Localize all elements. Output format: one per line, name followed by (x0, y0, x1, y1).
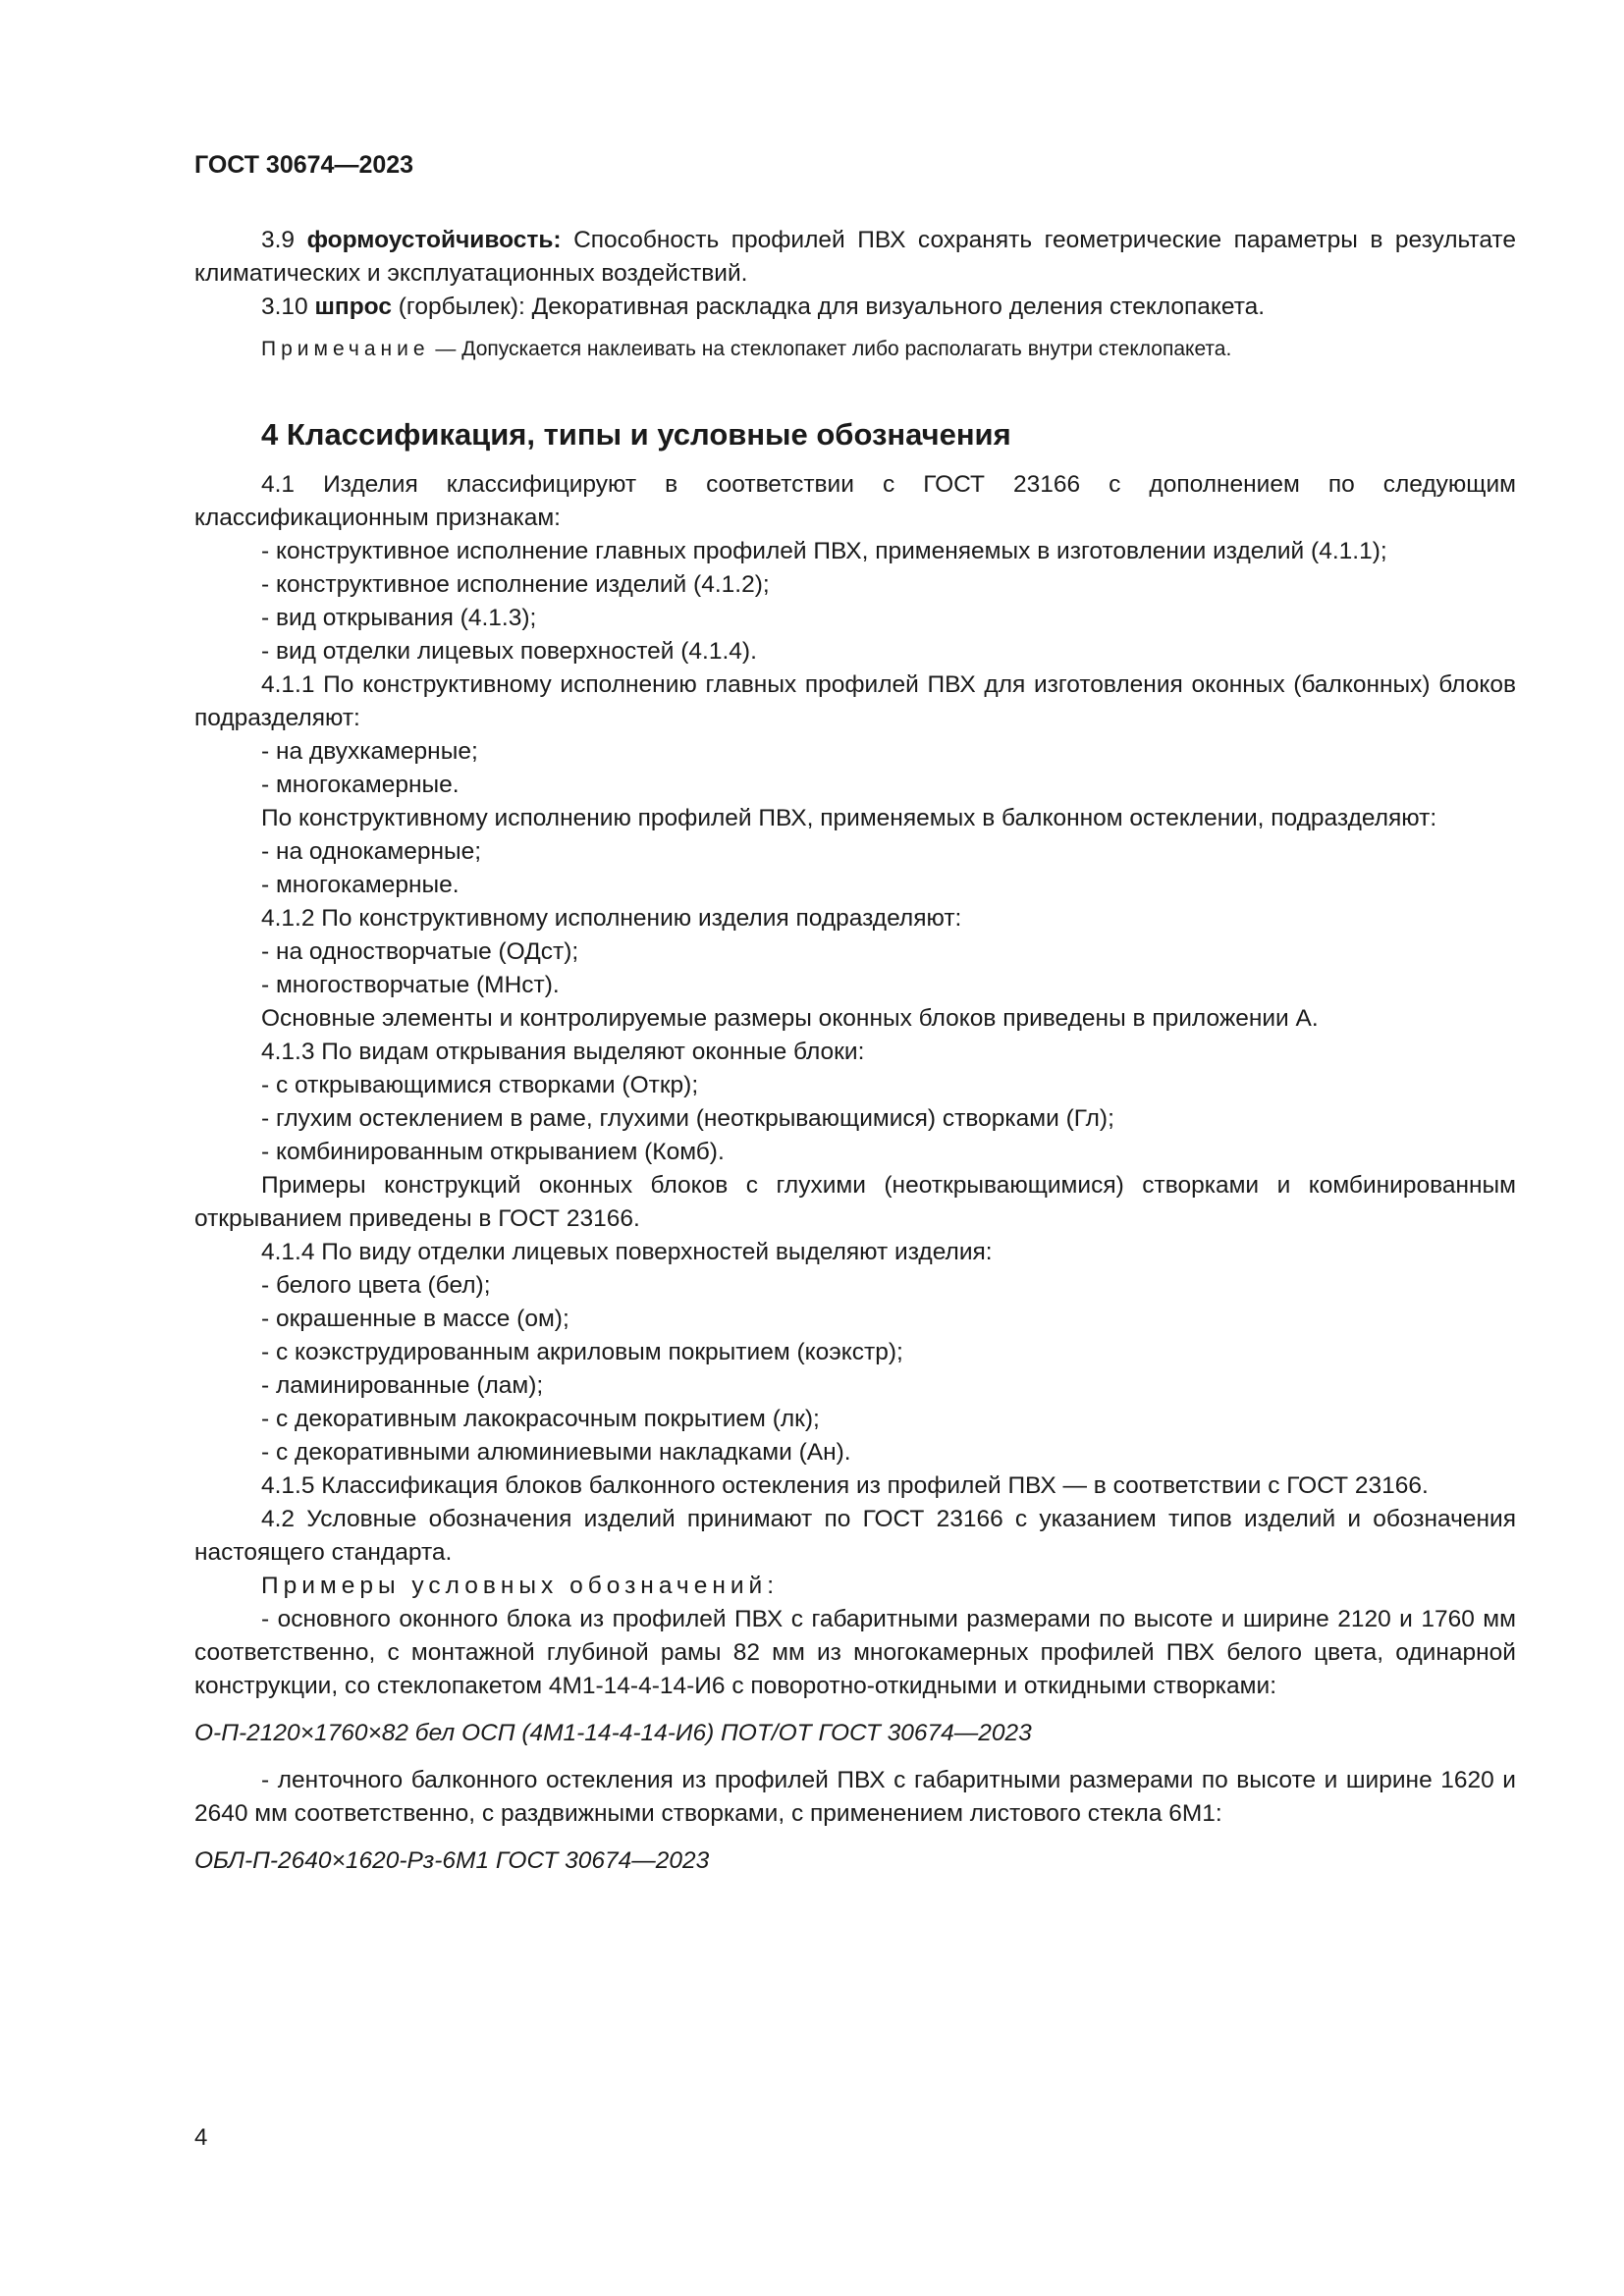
paragraph-4-2: 4.2 Условные обозначения изделий принимают по ГОСТ 23166 с указанием типов изделий и обозначения настоящего стандарта. (194, 1506, 1516, 1566)
list-item: - вид открывания (4.1.3); (261, 605, 537, 631)
examples-label: Примеры условных обозначений: (261, 1573, 780, 1599)
list-item: - с открывающимися створками (Откр); (261, 1072, 699, 1098)
section-heading: 4 Классификация, типы и условные обозначения (261, 417, 1011, 452)
list-item: - на двухкамерные; (261, 738, 478, 765)
term: шпрос (314, 294, 392, 320)
paragraph-4-1-2-note: Основные элементы и контролируемые размеры оконных блоков приведены в приложении А. (261, 1005, 1319, 1032)
designation-formula-1: О-П-2120×1760×82 бел ОСП (4М1-14-4-14-И6) ПОТ/ОТ ГОСТ 30674—2023 (194, 1720, 1032, 1746)
example-1: - основного оконного блока из профилей ПВХ с габаритными размерами по высоте и ширине 2120 и 1760 мм соответственно, с монтажной глубиной рамы 82 мм из многокамерных профилей ПВХ белого цвета, одинарной конструкции, со стеклопакетом 4М1-14-4-14-И6 с поворотно-откидными и откидными створками: (194, 1606, 1516, 1699)
list-item: - многокамерные. (261, 772, 460, 798)
note-label: Примечание (261, 338, 430, 360)
list-item: - глухим остеклением в раме, глухими (неоткрывающимися) створками (Гл); (261, 1105, 1114, 1132)
document-body (194, 224, 1516, 1892)
term-definition: (горбылек): Декоративная раскладка для визуального деления стеклопакета. (398, 294, 1266, 320)
list-item: - на одностворчатые (ОДст); (261, 938, 579, 965)
page-number: 4 (194, 2124, 208, 2151)
clause-number: 3.10 (261, 294, 308, 320)
list-item: - многокамерные. (261, 872, 460, 898)
list-item: - с коэкструдированным акриловым покрытием (коэкстр); (261, 1339, 903, 1365)
list-item: - на однокамерные; (261, 838, 482, 865)
paragraph-3-9 (194, 224, 1516, 291)
clause-number: 3.9 (261, 227, 296, 253)
note-text: — Допускается наклеивать на стеклопакет либо располагать внутри стеклопакета. (435, 338, 1232, 360)
list-item: - с декоративным лакокрасочным покрытием (лк); (261, 1406, 820, 1432)
list-item: - конструктивное исполнение изделий (4.1.2); (261, 571, 770, 598)
term: формоустойчивость: (306, 227, 562, 253)
list-item: - вид отделки лицевых поверхностей (4.1.4). (261, 638, 757, 665)
paragraph-4-1-1-balcony: По конструктивному исполнению профилей ПВХ, применяемых в балконном остеклении, подразделяют: (261, 805, 1437, 831)
term-definition: Способность профилей ПВХ сохранять геометрические параметры в результате климатических и эксплуатационных воздействий. (194, 227, 1516, 287)
paragraph-3-10 (194, 291, 1516, 324)
paragraph-4-1-4: 4.1.4 По виду отделки лицевых поверхностей выделяют изделия: (261, 1239, 993, 1265)
paragraph-4-1-3-examples: Примеры конструкций оконных блоков с глухими (неоткрывающимися) створками и комбинированным открыванием приведены в ГОСТ 23166. (194, 1172, 1516, 1232)
list-item: - окрашенные в массе (ом); (261, 1306, 569, 1332)
note (194, 333, 1516, 366)
document-code: ГОСТ 30674—2023 (194, 151, 414, 179)
list-item: - белого цвета (бел); (261, 1272, 491, 1299)
list-item: - многостворчатые (МНст). (261, 972, 560, 998)
list-item: - конструктивное исполнение главных профилей ПВХ, применяемых в изготовлении изделий (4.1.1); (261, 538, 1387, 564)
list-item: - комбинированным открыванием (Комб). (261, 1139, 725, 1165)
paragraph-4-1: 4.1 Изделия классифицируют в соответствии с ГОСТ 23166 с дополнением по следующим классификационным признакам: (194, 471, 1516, 531)
paragraph-4-1-5: 4.1.5 Классификация блоков балконного остекления из профилей ПВХ — в соответствии с ГОСТ 23166. (261, 1472, 1429, 1499)
paragraph-4-1-2: 4.1.2 По конструктивному исполнению изделия подразделяют: (261, 905, 962, 932)
list-item: - с декоративными алюминиевыми накладками (Ан). (261, 1439, 851, 1466)
example-2: - ленточного балконного остекления из профилей ПВХ с габаритными размерами по высоте и ширине 1620 и 2640 мм соответственно, с раздвижными створками, с применением листового стекла 6М1: (194, 1767, 1516, 1827)
paragraph-4-1-3: 4.1.3 По видам открывания выделяют оконные блоки: (261, 1039, 865, 1065)
list-item: - ламинированные (лам); (261, 1372, 544, 1399)
designation-formula-2: ОБЛ-П-2640×1620-Рз-6М1 ГОСТ 30674—2023 (194, 1847, 710, 1874)
paragraph-4-1-1: 4.1.1 По конструктивному исполнению главных профилей ПВХ для изготовления оконных (балконных) блоков подразделяют: (194, 671, 1516, 731)
